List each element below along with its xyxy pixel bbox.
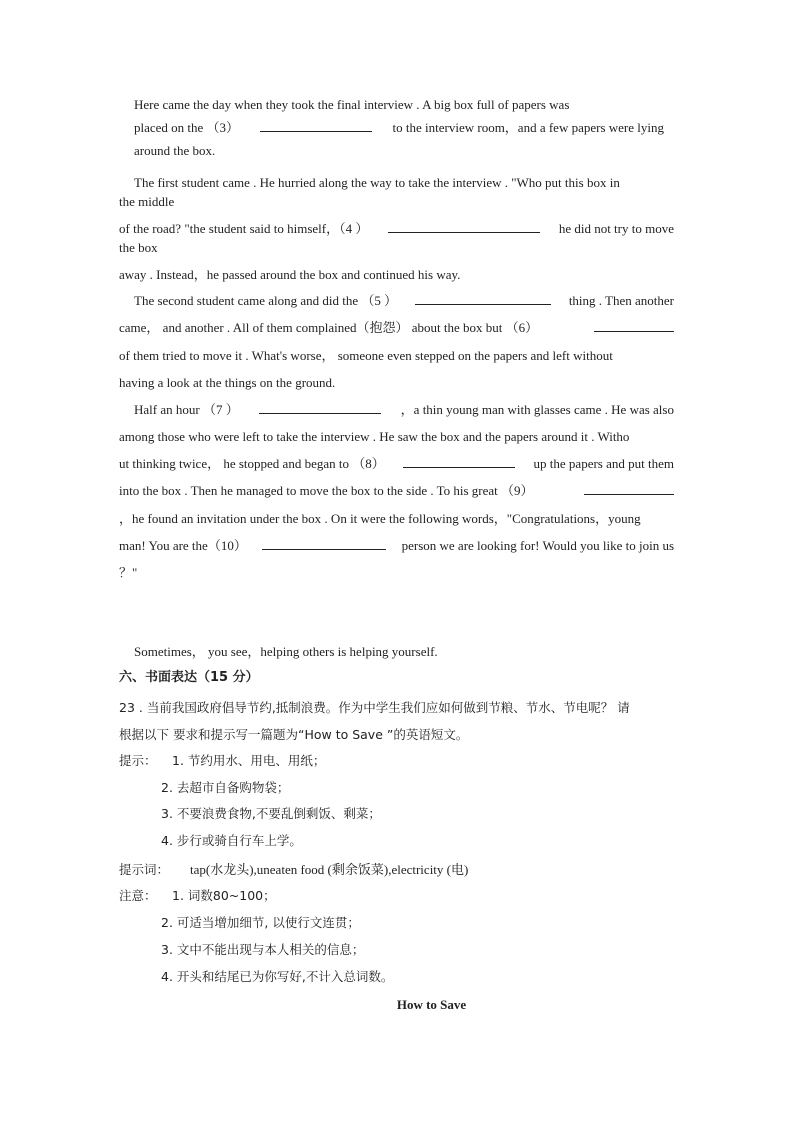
- p4-line-3: ut thinking twice， he stopped and began to （8） up the papers and put them: [119, 456, 674, 471]
- closing-line: Sometimes， you see，helping others is helping yourself.: [134, 644, 438, 659]
- p2-line-3: of the road? "the student said to himself，（4 ） he did not try to move: [119, 221, 674, 236]
- p4-line-4: into the box . Then he managed to move the box to the side . To his great （9）: [119, 483, 674, 499]
- hint-item: 4. 步行或骑自行车上学。: [161, 833, 302, 848]
- p3-line-1: The second student came along and did the （5 ） thing . Then another: [134, 293, 674, 308]
- p3-line-4: having a look at the things on the ground.: [119, 375, 336, 390]
- answer-blank-4[interactable]: [388, 221, 540, 233]
- p4-line-5: ，he found an invitation under the box . On it were the following words，"Congratulations，young: [119, 511, 641, 526]
- answer-blank-8[interactable]: [403, 456, 515, 468]
- note-item: 1. 词数80~100；: [172, 888, 276, 903]
- answer-blank-9[interactable]: [584, 483, 674, 495]
- p4-line-1: Half an hour （7 ） ，a thin young man with glasses came . He was also: [134, 402, 674, 417]
- hint-label: 提示：: [119, 753, 157, 768]
- answer-blank-7[interactable]: [259, 402, 381, 414]
- p1-line-1: Here came the day when they took the final interview . A big box full of papers was: [134, 97, 570, 112]
- hint-item: 3. 不要浪费食物,不要乱倒剩饭、剩菜；: [161, 806, 381, 821]
- note-item: 3. 文中不能出现与本人相关的信息；: [161, 942, 365, 957]
- p2-line-5: away . Instead，he passed around the box and continued his way.: [119, 267, 461, 282]
- p4-line-2: among those who were left to take the interview . He saw the box and the papers around it . Witho: [119, 429, 630, 444]
- p3-line-2: came， and another . All of them complained（抱怨） about the box but （6）: [119, 320, 674, 336]
- answer-blank-6[interactable]: [594, 320, 674, 332]
- question-line-1: 23 . 当前我国政府倡导节约,抵制浪费。作为中学生我们应如何做到节粮、节水、节电呢？ 请: [119, 700, 630, 715]
- p1-line-3: around the box.: [134, 143, 216, 158]
- p2-line-1: The first student came . He hurried along the way to take the interview . "Who put this box in: [134, 175, 620, 190]
- section-heading: 六、书面表达（15 分）: [119, 670, 259, 685]
- p2-line-2: the middle: [119, 194, 175, 209]
- note-item: 2. 可适当增加细节, 以使行文连贯；: [161, 915, 360, 930]
- essay-title: How to Save: [396, 997, 467, 1012]
- p4-line-7: ？": [119, 565, 138, 580]
- p2-line-4: the box: [119, 240, 158, 255]
- hint-item: 2. 去超市自备购物袋；: [161, 780, 290, 795]
- answer-blank-5[interactable]: [415, 293, 551, 305]
- question-line-2: 根据以下 要求和提示写一篇题为“How to Save ”的英语短文。: [119, 727, 469, 742]
- hint-item: 1. 节约用水、用电、用纸；: [172, 753, 326, 768]
- answer-blank-10[interactable]: [262, 538, 386, 550]
- words-list: tap(水龙头),uneaten food (剩余饭菜),electricity (电): [190, 862, 469, 877]
- p4-line-6: man! You are the（10） person we are looking for! Would you like to join us: [119, 538, 674, 553]
- note-item: 4. 开头和结尾已为你写好,不计入总词数。: [161, 969, 394, 984]
- p3-line-3: of them tried to move it . What's worse， someone even stepped on the papers and left without: [119, 348, 613, 363]
- answer-blank-3[interactable]: [260, 120, 372, 132]
- words-label: 提示词：: [119, 862, 170, 877]
- p1-line-2: placed on the （3） to the interview room，and a few papers were lying: [134, 120, 664, 135]
- notes-label: 注意：: [119, 888, 157, 903]
